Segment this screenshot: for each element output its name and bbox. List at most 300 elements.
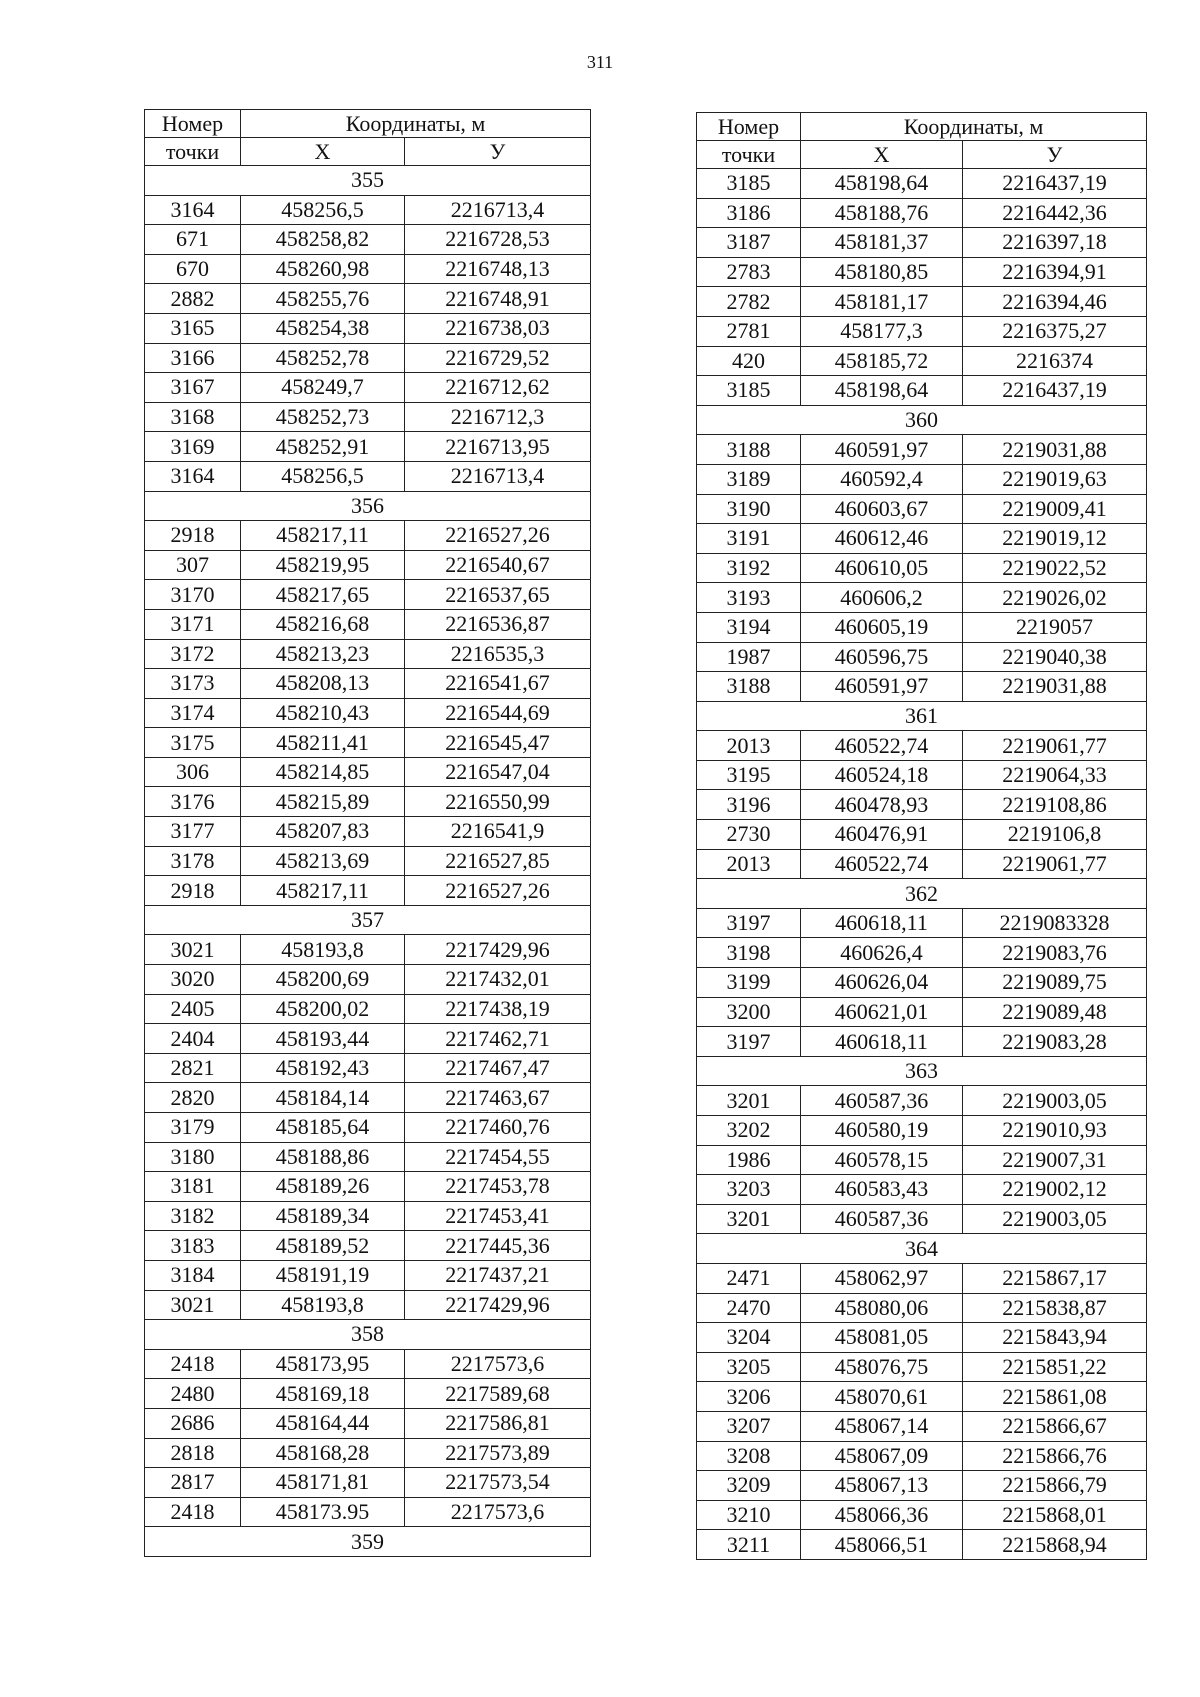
x-coordinate-cell: 460618,11 — [801, 1027, 963, 1057]
table-row — [145, 1379, 591, 1409]
point-number-cell: 3185 — [697, 169, 801, 199]
x-coordinate-cell: 460578,15 — [801, 1145, 963, 1175]
x-coordinate-cell: 458066,36 — [801, 1500, 963, 1530]
x-coordinate-cell: 458171,81 — [241, 1468, 405, 1498]
header-point-label-line2: точки — [697, 141, 801, 169]
y-coordinate-cell: 2216728,53 — [405, 225, 591, 255]
x-coordinate-cell: 458198,64 — [801, 169, 963, 199]
point-number-cell: 2781 — [697, 316, 801, 346]
group-row — [145, 166, 591, 196]
y-coordinate-cell: 2219083328 — [963, 908, 1147, 938]
point-number-cell: 3174 — [145, 698, 241, 728]
point-number-cell: 3206 — [697, 1382, 801, 1412]
table-row — [697, 1471, 1147, 1501]
x-coordinate-cell: 458191,19 — [241, 1260, 405, 1290]
y-coordinate-cell: 2216536,87 — [405, 609, 591, 639]
x-coordinate-cell: 460587,36 — [801, 1204, 963, 1234]
table-row — [697, 169, 1147, 199]
group-number: 357 — [145, 905, 591, 935]
y-coordinate-cell: 2219026,02 — [963, 583, 1147, 613]
group-row — [145, 1320, 591, 1350]
header-point-label-line1: Номер — [697, 113, 801, 141]
table-row — [145, 817, 591, 847]
x-coordinate-cell: 458164,44 — [241, 1408, 405, 1438]
table-row — [145, 994, 591, 1024]
point-number-cell: 3192 — [697, 553, 801, 583]
y-coordinate-cell: 2215843,94 — [963, 1323, 1147, 1353]
point-number-cell: 3183 — [145, 1231, 241, 1261]
y-coordinate-cell: 2219003,05 — [963, 1086, 1147, 1116]
y-coordinate-cell: 2219019,12 — [963, 524, 1147, 554]
point-number-cell: 3164 — [145, 461, 241, 491]
point-number-cell: 3197 — [697, 1027, 801, 1057]
group-number: 360 — [697, 405, 1147, 435]
x-coordinate-cell: 460592,4 — [801, 464, 963, 494]
point-number-cell: 3168 — [145, 402, 241, 432]
point-number-cell: 3194 — [697, 612, 801, 642]
point-number-cell: 2730 — [697, 820, 801, 850]
x-coordinate-cell: 458180,85 — [801, 257, 963, 287]
table-row — [697, 997, 1147, 1027]
point-number-cell: 3021 — [145, 1290, 241, 1320]
point-number-cell: 3188 — [697, 435, 801, 465]
y-coordinate-cell: 2219040,38 — [963, 642, 1147, 672]
y-coordinate-cell: 2215868,94 — [963, 1530, 1147, 1560]
x-coordinate-cell: 460591,97 — [801, 435, 963, 465]
y-coordinate-cell: 2216729,52 — [405, 343, 591, 373]
point-number-cell: 2405 — [145, 994, 241, 1024]
y-coordinate-cell: 2215866,67 — [963, 1411, 1147, 1441]
x-coordinate-cell: 458173.95 — [241, 1497, 405, 1527]
y-coordinate-cell: 2216713,4 — [405, 195, 591, 225]
point-number-cell: 3165 — [145, 313, 241, 343]
table-row — [697, 583, 1147, 613]
header-point-label-line2: точки — [145, 138, 241, 166]
x-coordinate-cell: 458189,52 — [241, 1231, 405, 1261]
y-coordinate-cell: 2219019,63 — [963, 464, 1147, 494]
point-number-cell: 3187 — [697, 228, 801, 258]
y-coordinate-cell: 2219002,12 — [963, 1175, 1147, 1205]
group-number: 356 — [145, 491, 591, 521]
x-coordinate-cell: 458188,86 — [241, 1142, 405, 1172]
table-row — [145, 728, 591, 758]
point-number-cell: 1986 — [697, 1145, 801, 1175]
x-coordinate-cell: 460603,67 — [801, 494, 963, 524]
y-coordinate-cell: 2219022,52 — [963, 553, 1147, 583]
x-coordinate-cell: 460583,43 — [801, 1175, 963, 1205]
group-number: 359 — [145, 1527, 591, 1557]
table-row — [145, 313, 591, 343]
y-coordinate-cell: 2216442,36 — [963, 198, 1147, 228]
y-coordinate-cell: 2219108,86 — [963, 790, 1147, 820]
table-row — [697, 1116, 1147, 1146]
y-coordinate-cell: 2217438,19 — [405, 994, 591, 1024]
y-coordinate-cell: 2219010,93 — [963, 1116, 1147, 1146]
point-number-cell: 3197 — [697, 908, 801, 938]
table-row — [697, 908, 1147, 938]
y-coordinate-cell: 2217467,47 — [405, 1053, 591, 1083]
y-coordinate-cell: 2219061,77 — [963, 731, 1147, 761]
table-row — [697, 316, 1147, 346]
y-coordinate-cell: 2216541,9 — [405, 817, 591, 847]
point-number-cell: 3200 — [697, 997, 801, 1027]
x-coordinate-cell: 458210,43 — [241, 698, 405, 728]
y-coordinate-cell: 2216535,3 — [405, 639, 591, 669]
point-number-cell: 3207 — [697, 1411, 801, 1441]
group-row — [697, 405, 1147, 435]
table-row — [697, 287, 1147, 317]
point-number-cell: 3169 — [145, 432, 241, 462]
x-coordinate-cell: 458258,82 — [241, 225, 405, 255]
x-coordinate-cell: 458252,73 — [241, 402, 405, 432]
y-coordinate-cell: 2215866,76 — [963, 1441, 1147, 1471]
point-number-cell: 2817 — [145, 1468, 241, 1498]
y-coordinate-cell: 2215838,87 — [963, 1293, 1147, 1323]
x-coordinate-cell: 458070,61 — [801, 1382, 963, 1412]
x-coordinate-cell: 458249,7 — [241, 373, 405, 403]
x-coordinate-cell: 458184,14 — [241, 1083, 405, 1113]
x-coordinate-cell: 458081,05 — [801, 1323, 963, 1353]
x-coordinate-cell: 460591,97 — [801, 672, 963, 702]
y-coordinate-cell: 2216541,67 — [405, 669, 591, 699]
table-row — [697, 642, 1147, 672]
point-number-cell: 2013 — [697, 849, 801, 879]
table-row — [697, 820, 1147, 850]
point-number-cell: 3167 — [145, 373, 241, 403]
header-y-label: У — [963, 141, 1147, 169]
header-y-label: У — [405, 138, 591, 166]
table-row — [145, 965, 591, 995]
x-coordinate-cell: 458252,91 — [241, 432, 405, 462]
table-row — [697, 672, 1147, 702]
y-coordinate-cell: 2217573,89 — [405, 1438, 591, 1468]
table-row — [145, 550, 591, 580]
table-row — [145, 195, 591, 225]
y-coordinate-cell: 2215861,08 — [963, 1382, 1147, 1412]
y-coordinate-cell: 2216375,27 — [963, 316, 1147, 346]
table-row — [697, 1175, 1147, 1205]
table-row — [697, 1263, 1147, 1293]
x-coordinate-cell: 458062,97 — [801, 1263, 963, 1293]
y-coordinate-cell: 2217429,96 — [405, 935, 591, 965]
y-coordinate-cell: 2217437,21 — [405, 1260, 591, 1290]
table-row — [145, 1113, 591, 1143]
table-row — [145, 432, 591, 462]
y-coordinate-cell: 2219007,31 — [963, 1145, 1147, 1175]
x-coordinate-cell: 460587,36 — [801, 1086, 963, 1116]
group-row — [697, 1234, 1147, 1264]
point-number-cell: 2404 — [145, 1024, 241, 1054]
table-row — [697, 731, 1147, 761]
table-row — [145, 935, 591, 965]
y-coordinate-cell: 2217573,6 — [405, 1349, 591, 1379]
point-number-cell: 2818 — [145, 1438, 241, 1468]
point-number-cell: 2783 — [697, 257, 801, 287]
table-row — [145, 609, 591, 639]
y-coordinate-cell: 2219083,28 — [963, 1027, 1147, 1057]
table-row — [145, 1260, 591, 1290]
table-row — [697, 968, 1147, 998]
point-number-cell: 307 — [145, 550, 241, 580]
page-number: 311 — [586, 52, 614, 72]
y-coordinate-cell: 2215851,22 — [963, 1352, 1147, 1382]
x-coordinate-cell: 458200,02 — [241, 994, 405, 1024]
x-coordinate-cell: 458219,95 — [241, 550, 405, 580]
table-row — [145, 225, 591, 255]
y-coordinate-cell: 2217445,36 — [405, 1231, 591, 1261]
table-row — [145, 1083, 591, 1113]
point-number-cell: 3193 — [697, 583, 801, 613]
y-coordinate-cell: 2216437,19 — [963, 169, 1147, 199]
x-coordinate-cell: 458173,95 — [241, 1349, 405, 1379]
table-row — [697, 1530, 1147, 1560]
table-row — [145, 1468, 591, 1498]
x-coordinate-cell: 460618,11 — [801, 908, 963, 938]
y-coordinate-cell: 2217453,78 — [405, 1172, 591, 1202]
table-row — [145, 1142, 591, 1172]
point-number-cell: 2013 — [697, 731, 801, 761]
table-row — [145, 1438, 591, 1468]
y-coordinate-cell: 2216545,47 — [405, 728, 591, 758]
table-row — [697, 1411, 1147, 1441]
y-coordinate-cell: 2217429,96 — [405, 1290, 591, 1320]
group-row — [145, 1527, 591, 1557]
table-row — [697, 1027, 1147, 1057]
table-body — [697, 169, 1147, 1560]
point-number-cell: 1987 — [697, 642, 801, 672]
table-row — [697, 1204, 1147, 1234]
y-coordinate-cell: 2217460,76 — [405, 1113, 591, 1143]
y-coordinate-cell: 2216397,18 — [963, 228, 1147, 258]
table-row — [697, 198, 1147, 228]
table-row — [697, 257, 1147, 287]
table-row — [145, 1290, 591, 1320]
point-number-cell: 3021 — [145, 935, 241, 965]
point-number-cell: 3191 — [697, 524, 801, 554]
x-coordinate-cell: 458208,13 — [241, 669, 405, 699]
table-header — [697, 113, 1147, 169]
point-number-cell: 3199 — [697, 968, 801, 998]
point-number-cell: 3181 — [145, 1172, 241, 1202]
point-number-cell: 3189 — [697, 464, 801, 494]
point-number-cell: 2470 — [697, 1293, 801, 1323]
y-coordinate-cell: 2219009,41 — [963, 494, 1147, 524]
y-coordinate-cell: 2219089,75 — [963, 968, 1147, 998]
table-row — [145, 1408, 591, 1438]
table-row — [145, 1172, 591, 1202]
table-row — [145, 343, 591, 373]
point-number-cell: 3173 — [145, 669, 241, 699]
x-coordinate-cell: 458216,68 — [241, 609, 405, 639]
table-row — [697, 494, 1147, 524]
table-row — [697, 1441, 1147, 1471]
table-row — [697, 553, 1147, 583]
x-coordinate-cell: 458255,76 — [241, 284, 405, 314]
point-number-cell: 3188 — [697, 672, 801, 702]
table-row — [697, 760, 1147, 790]
table-row — [697, 524, 1147, 554]
table-row — [145, 757, 591, 787]
x-coordinate-cell: 458188,76 — [801, 198, 963, 228]
x-coordinate-cell: 458185,64 — [241, 1113, 405, 1143]
table-row — [145, 1024, 591, 1054]
table-row — [145, 1053, 591, 1083]
x-coordinate-cell: 458252,78 — [241, 343, 405, 373]
point-number-cell: 3177 — [145, 817, 241, 847]
x-coordinate-cell: 458213,23 — [241, 639, 405, 669]
x-coordinate-cell: 460476,91 — [801, 820, 963, 850]
x-coordinate-cell: 458217,11 — [241, 876, 405, 906]
x-coordinate-cell: 460522,74 — [801, 849, 963, 879]
header-coords-label: Координаты, м — [801, 113, 1147, 141]
point-number-cell: 3203 — [697, 1175, 801, 1205]
x-coordinate-cell: 458067,09 — [801, 1441, 963, 1471]
x-coordinate-cell: 458193,8 — [241, 1290, 405, 1320]
group-number: 362 — [697, 879, 1147, 909]
x-coordinate-cell: 460610,05 — [801, 553, 963, 583]
point-number-cell: 3171 — [145, 609, 241, 639]
y-coordinate-cell: 2216713,95 — [405, 432, 591, 462]
point-number-cell: 2480 — [145, 1379, 241, 1409]
group-row — [145, 491, 591, 521]
point-number-cell: 670 — [145, 254, 241, 284]
table-row — [145, 1201, 591, 1231]
y-coordinate-cell: 2219106,8 — [963, 820, 1147, 850]
table-row — [697, 1086, 1147, 1116]
table-row — [697, 938, 1147, 968]
x-coordinate-cell: 458193,44 — [241, 1024, 405, 1054]
table-row — [697, 1293, 1147, 1323]
point-number-cell: 3190 — [697, 494, 801, 524]
point-number-cell: 2471 — [697, 1263, 801, 1293]
y-coordinate-cell: 2215867,17 — [963, 1263, 1147, 1293]
point-number-cell: 3176 — [145, 787, 241, 817]
group-number: 358 — [145, 1320, 591, 1350]
y-coordinate-cell: 2219031,88 — [963, 435, 1147, 465]
point-number-cell: 3198 — [697, 938, 801, 968]
y-coordinate-cell: 2216527,85 — [405, 846, 591, 876]
x-coordinate-cell: 458217,65 — [241, 580, 405, 610]
y-coordinate-cell: 2216550,99 — [405, 787, 591, 817]
table-row — [145, 787, 591, 817]
table-row — [697, 1500, 1147, 1530]
x-coordinate-cell: 458193,8 — [241, 935, 405, 965]
y-coordinate-cell: 2219057 — [963, 612, 1147, 642]
point-number-cell: 3164 — [145, 195, 241, 225]
group-number: 361 — [697, 701, 1147, 731]
table-row — [697, 1145, 1147, 1175]
y-coordinate-cell: 2216738,03 — [405, 313, 591, 343]
y-coordinate-cell: 2217453,41 — [405, 1201, 591, 1231]
y-coordinate-cell: 2219031,88 — [963, 672, 1147, 702]
y-coordinate-cell: 2216527,26 — [405, 521, 591, 551]
point-number-cell: 3180 — [145, 1142, 241, 1172]
x-coordinate-cell: 458080,06 — [801, 1293, 963, 1323]
y-coordinate-cell: 2215868,01 — [963, 1500, 1147, 1530]
x-coordinate-cell: 460522,74 — [801, 731, 963, 761]
y-coordinate-cell: 2216748,13 — [405, 254, 591, 284]
point-number-cell: 2882 — [145, 284, 241, 314]
point-number-cell: 3172 — [145, 639, 241, 669]
table-row — [145, 461, 591, 491]
table-row — [697, 228, 1147, 258]
table-row — [145, 698, 591, 728]
table-row — [145, 876, 591, 906]
y-coordinate-cell: 2216527,26 — [405, 876, 591, 906]
point-number-cell: 2918 — [145, 876, 241, 906]
group-number: 355 — [145, 166, 591, 196]
x-coordinate-cell: 458076,75 — [801, 1352, 963, 1382]
x-coordinate-cell: 458185,72 — [801, 346, 963, 376]
y-coordinate-cell: 2217463,67 — [405, 1083, 591, 1113]
point-number-cell: 3205 — [697, 1352, 801, 1382]
x-coordinate-cell: 458207,83 — [241, 817, 405, 847]
x-coordinate-cell: 458200,69 — [241, 965, 405, 995]
y-coordinate-cell: 2216547,04 — [405, 757, 591, 787]
x-coordinate-cell: 458067,13 — [801, 1471, 963, 1501]
table-row — [145, 402, 591, 432]
y-coordinate-cell: 2217573,54 — [405, 1468, 591, 1498]
table-row — [145, 284, 591, 314]
y-coordinate-cell: 2217573,6 — [405, 1497, 591, 1527]
y-coordinate-cell: 2216374 — [963, 346, 1147, 376]
table-row — [697, 376, 1147, 406]
x-coordinate-cell: 458211,41 — [241, 728, 405, 758]
group-number: 363 — [697, 1056, 1147, 1086]
table-row — [697, 1323, 1147, 1353]
y-coordinate-cell: 2219089,48 — [963, 997, 1147, 1027]
point-number-cell: 3184 — [145, 1260, 241, 1290]
point-number-cell: 3186 — [697, 198, 801, 228]
y-coordinate-cell: 2216537,65 — [405, 580, 591, 610]
table-body — [145, 166, 591, 1557]
point-number-cell: 3209 — [697, 1471, 801, 1501]
point-number-cell: 3170 — [145, 580, 241, 610]
group-row — [697, 1056, 1147, 1086]
table-row — [145, 521, 591, 551]
table-row — [145, 254, 591, 284]
x-coordinate-cell: 460621,01 — [801, 997, 963, 1027]
point-number-cell: 3178 — [145, 846, 241, 876]
table-row — [145, 1349, 591, 1379]
x-coordinate-cell: 458066,51 — [801, 1530, 963, 1560]
x-coordinate-cell: 458213,69 — [241, 846, 405, 876]
table-row — [697, 849, 1147, 879]
table-row — [145, 373, 591, 403]
point-number-cell: 2918 — [145, 521, 241, 551]
x-coordinate-cell: 458067,14 — [801, 1411, 963, 1441]
table-row — [697, 790, 1147, 820]
x-coordinate-cell: 458256,5 — [241, 195, 405, 225]
x-coordinate-cell: 460580,19 — [801, 1116, 963, 1146]
group-row — [697, 879, 1147, 909]
point-number-cell: 3175 — [145, 728, 241, 758]
x-coordinate-cell: 458181,37 — [801, 228, 963, 258]
x-coordinate-cell: 458254,38 — [241, 313, 405, 343]
header-x-label: Х — [801, 141, 963, 169]
point-number-cell: 3185 — [697, 376, 801, 406]
table-row — [145, 580, 591, 610]
y-coordinate-cell: 2216437,19 — [963, 376, 1147, 406]
point-number-cell: 3201 — [697, 1204, 801, 1234]
point-number-cell: 420 — [697, 346, 801, 376]
x-coordinate-cell: 458217,11 — [241, 521, 405, 551]
coordinates-table-left — [144, 109, 591, 1557]
group-row — [145, 905, 591, 935]
y-coordinate-cell: 2215866,79 — [963, 1471, 1147, 1501]
y-coordinate-cell: 2216712,62 — [405, 373, 591, 403]
x-coordinate-cell: 460626,04 — [801, 968, 963, 998]
